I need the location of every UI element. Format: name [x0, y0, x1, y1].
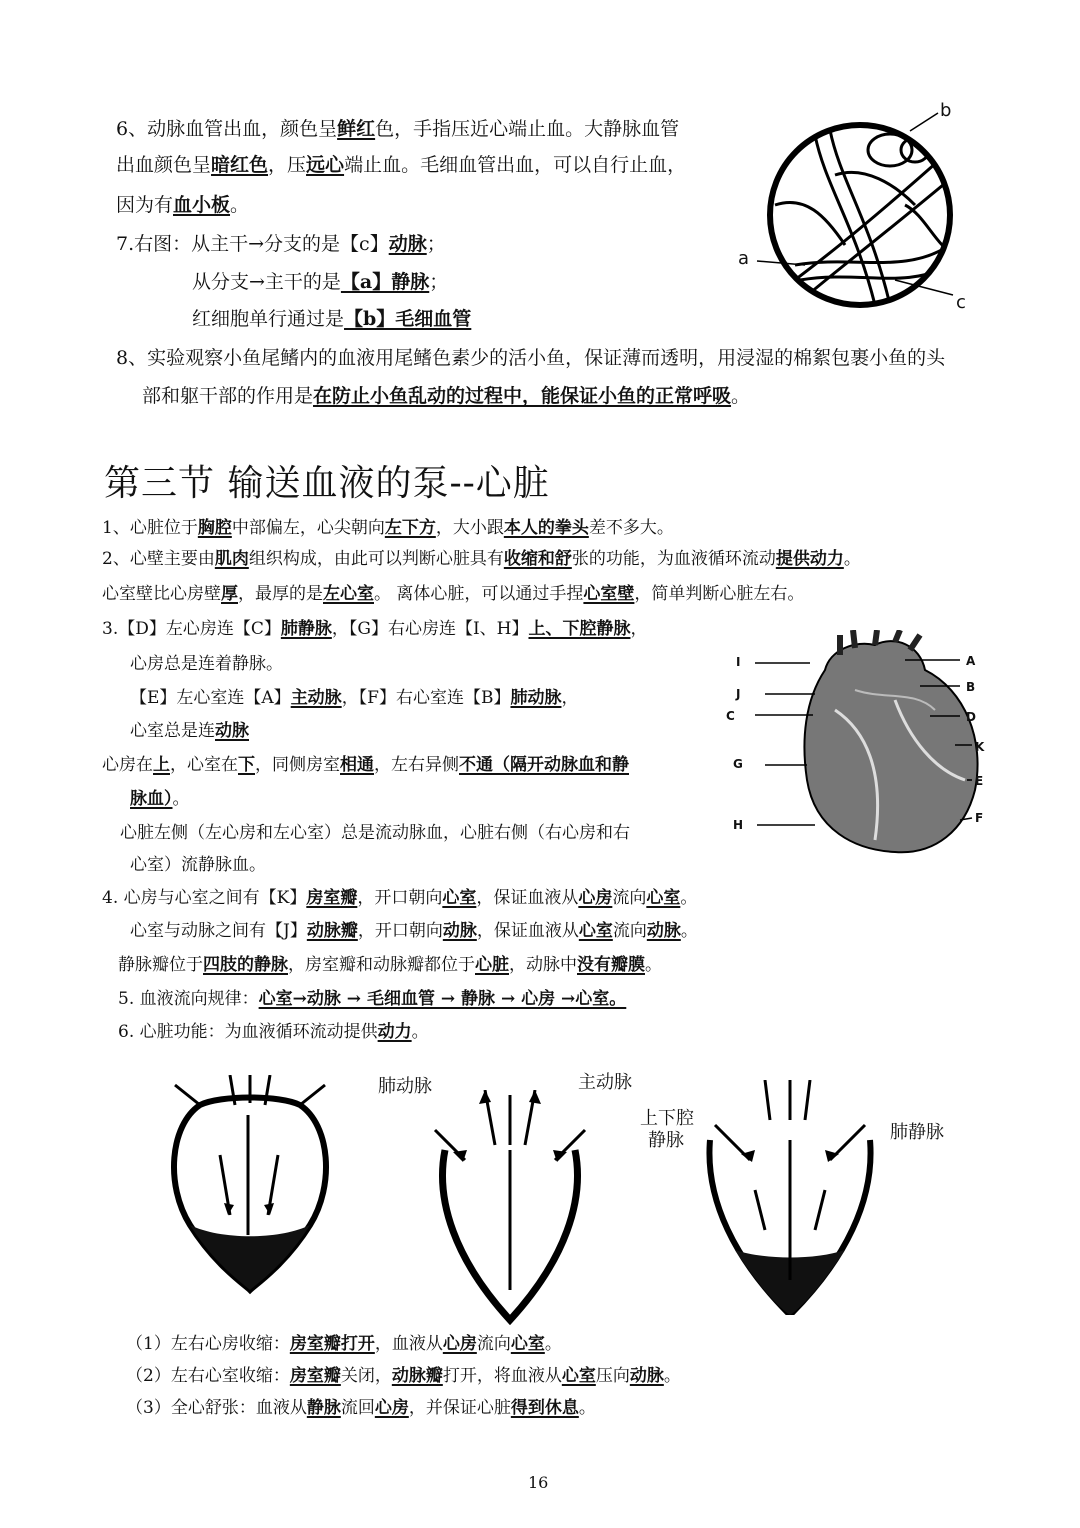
label-aorta: 主动脉 — [578, 1072, 632, 1093]
answer-blank: 【a】静脉 — [340, 271, 430, 293]
q7-line-2: 从分支→主干的是【a】静脉； — [192, 271, 449, 293]
answer-blank: 在防止小鱼乱动的过程中，能保证小鱼的正常呼吸 — [313, 385, 732, 407]
heart-external-figure — [735, 630, 1005, 860]
answer-blank: 房室瓣打开 — [289, 1334, 375, 1354]
answer-blank: 心房 — [442, 1334, 477, 1354]
s2-line-1: 2、心壁主要由肌肉组织构成，由此可以判断心脏具有收缩和舒张的功能，为血液循环流动提供动力。 — [102, 549, 861, 569]
answer-blank: 心室 — [578, 921, 613, 941]
capillary-network-figure — [735, 95, 975, 335]
answer-blank: 脉血） — [130, 789, 173, 809]
answer-blank: 胸腔 — [197, 518, 232, 538]
answer-blank: 【b】毛细血管 — [344, 308, 472, 330]
page-number: 16 — [528, 1473, 549, 1492]
q7-line-1: 7.右图：从主干→分支的是【c】动脉； — [116, 233, 446, 255]
answer-blank: 心脏 — [475, 955, 509, 975]
answer-blank: 四肢的静脉 — [203, 955, 288, 975]
heart-label-C: C — [726, 709, 735, 723]
q7-line-3: 红细胞单行通过是【b】毛细血管 — [192, 308, 472, 330]
s4-line-2: 心室与动脉之间有【J】动脉瓣，开口朝向动脉，保证血液从心室流向动脉。 — [130, 921, 698, 941]
heart-label-A: A — [966, 654, 976, 668]
s3-line-7: 心脏左侧（左心房和左心室）总是流动脉血，心脏右侧（右心房和右 — [120, 823, 630, 843]
answer-blank: 远心 — [306, 154, 345, 176]
capillary-label-b: b — [940, 100, 952, 121]
answer-blank: 心房 — [374, 1398, 409, 1418]
heart-cycle-ventricular-systole — [415, 1090, 605, 1325]
s3-line-3: 【E】左心室连【A】主动脉，【F】右心室连【B】肺动脉， — [130, 688, 579, 708]
answer-blank: 上 — [153, 755, 170, 775]
answer-blank: 动脉 — [629, 1366, 664, 1386]
answer-blank: 心室→动脉 → 毛细血管 → 静脉 → 心房 →心室。 — [258, 989, 627, 1009]
answer-blank: 动脉瓣 — [306, 921, 358, 941]
answer-blank: 静脉 — [306, 1398, 341, 1418]
s6-line: 6. 心脏功能：为血液循环流动提供动力。 — [118, 1022, 429, 1042]
answer-blank: 提供动力 — [775, 549, 844, 569]
capillary-label-a: a — [738, 248, 750, 269]
answer-blank: 房室瓣 — [289, 1366, 341, 1386]
heart-label-G: G — [733, 757, 743, 771]
heart-label-F: F — [975, 811, 984, 825]
answer-blank: 肺静脉 — [280, 619, 332, 639]
heart-label-I: I — [736, 655, 741, 669]
heart-label-H: H — [733, 818, 744, 832]
answer-blank: 动脉瓣 — [391, 1366, 443, 1386]
answer-blank: 没有瓣膜 — [577, 955, 645, 975]
s3-line-8: 心室）流静脉血。 — [130, 855, 266, 875]
answer-blank: 心室壁 — [583, 584, 635, 604]
q6-line-1: 6、动脉血管出血，颜色呈鲜红色，手指压近心端止血。大静脉血管 — [116, 118, 680, 140]
s3-line-5: 心房在上，心室在下，同侧房室相通，左右异侧不通（隔开动脉血和静 — [102, 755, 629, 775]
label-pulmonary-vein: 肺静脉 — [890, 1122, 944, 1143]
s3-line-4: 心室总是连动脉 — [130, 721, 249, 741]
answer-blank: 心室 — [646, 888, 681, 908]
answer-blank: 肌肉 — [214, 549, 249, 569]
heart-label-J: J — [736, 687, 741, 701]
answer-blank: 主动脉 — [290, 688, 342, 708]
s3-line-1: 3.【D】左心房连【C】肺静脉，【G】右心房连【I、H】上、下腔静脉， — [102, 619, 648, 639]
answer-blank: 本人的拳头 — [503, 518, 589, 538]
answer-blank: 房室瓣 — [306, 888, 358, 908]
answer-blank: 上、下腔静脉 — [528, 619, 631, 639]
s5-line: 5. 血液流向规律：心室→动脉 → 毛细血管 → 静脉 → 心房 →心室。 — [118, 989, 627, 1009]
answer-blank: 血小板 — [173, 194, 231, 216]
heart-label-D: D — [966, 710, 976, 724]
answer-blank: 动脉 — [646, 921, 681, 941]
answer-blank: 下 — [238, 755, 255, 775]
s3-line-6: 脉血）。 — [130, 789, 190, 809]
heart-cycle-atrial-systole — [160, 1075, 340, 1295]
answer-blank: 肺动脉 — [510, 688, 562, 708]
section-title: 第三节 输送血液的泵--心脏 — [104, 463, 550, 504]
answer-blank: 鲜红 — [337, 118, 376, 140]
q8-line-1: 8、实验观察小鱼尾鳍内的血液用尾鳍色素少的活小鱼，保证薄而透明，用浸湿的棉絮包裹小鱼的头 — [116, 347, 946, 369]
label-vena-cava-1: 上下腔 — [640, 1108, 694, 1129]
s4-line-3: 静脉瓣位于四肢的静脉，房室瓣和动脉瓣都位于心脏，动脉中没有瓣膜。 — [118, 955, 662, 975]
answer-blank: 心室 — [510, 1334, 545, 1354]
answer-blank: 动力 — [377, 1022, 412, 1042]
s1-line: 1、心脏位于胸腔中部偏左，心尖朝向左下方，大小跟本人的拳头差不多大。 — [102, 518, 674, 538]
answer-blank: 左心室 — [323, 584, 374, 604]
c3-line: （3）全心舒张：血液从静脉流回心房，并保证心脏得到休息。 — [126, 1398, 596, 1418]
heart-label-K: K — [975, 740, 985, 754]
c2-line: （2）左右心室收缩：房室瓣关闭，动脉瓣打开，将血液从心室压向动脉。 — [126, 1366, 681, 1386]
answer-blank: 动脉 — [388, 233, 427, 255]
answer-blank: 不通（隔开动脉血和静 — [459, 755, 629, 775]
label-vena-cava-2: 静脉 — [648, 1130, 684, 1151]
answer-blank: 心室 — [442, 888, 477, 908]
s4-line-1: 4. 心房与心室之间有【K】房室瓣，开口朝向心室，保证血液从心房流向心室。 — [102, 888, 698, 908]
s3-line-2: 心房总是连着静脉。 — [130, 654, 283, 674]
heart-label-E: E — [975, 774, 984, 788]
s2-line-2: 心室壁比心房壁厚，最厚的是左心室。 离体心脏，可以通过手捏心室壁，简单判断心脏左右。 — [102, 584, 805, 604]
heart-cycle-diastole — [695, 1080, 885, 1315]
answer-blank: 得到休息 — [510, 1398, 579, 1418]
c1-line: （1）左右心房收缩：房室瓣打开，血液从心房流向心室。 — [126, 1334, 562, 1354]
answer-blank: 动脉 — [442, 921, 477, 941]
capillary-label-c: c — [956, 292, 966, 313]
answer-blank: 厚 — [221, 584, 238, 604]
q8-line-2: 部和躯干部的作用是在防止小鱼乱动的过程中，能保证小鱼的正常呼吸。 — [142, 385, 751, 407]
heart-label-B: B — [966, 680, 976, 694]
answer-blank: 动脉 — [215, 721, 249, 741]
label-pulmonary-artery: 肺动脉 — [378, 1076, 432, 1097]
answer-blank: 相通 — [340, 755, 374, 775]
q6-line-2: 出血颜色呈暗红色，压远心端止血。毛细血管出血，可以自行止血， — [116, 154, 687, 176]
answer-blank: 暗红色 — [211, 154, 269, 176]
answer-blank: 收缩和舒 — [503, 549, 572, 569]
answer-blank: 心房 — [578, 888, 613, 908]
answer-blank: 心室 — [561, 1366, 596, 1386]
q6-line-3: 因为有血小板。 — [116, 194, 250, 216]
answer-blank: 左下方 — [384, 518, 436, 538]
